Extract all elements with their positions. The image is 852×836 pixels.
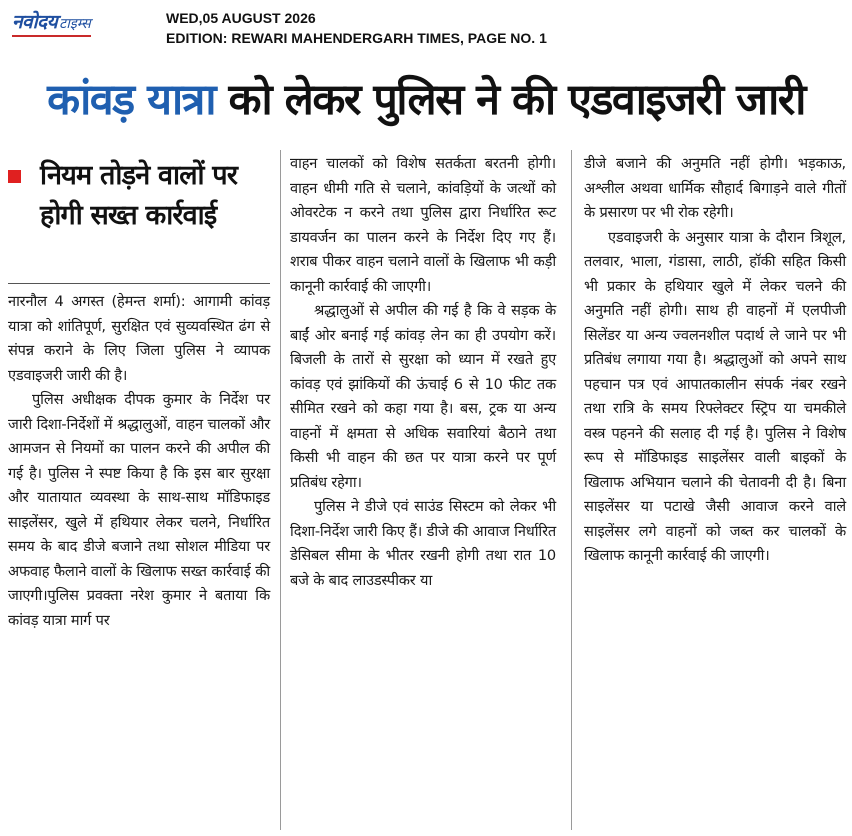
- red-square-marker: [8, 170, 21, 183]
- paragraph: वाहन चालकों को विशेष सतर्कता बरतनी होगी। वाहन धीमी गति से चलाने, कांवड़ियों के जत्थों को ओवरटेक न करने तथा पुलिस द्वारा निर्धारित रूट डायवर्जन का पालन करने के निर्देश दिए गए हैं। शराब पीकर वाहन चलाने वालों के खिलाफ भी कड़ी कानूनी कार्रवाई की जाएगी।: [290, 155, 556, 295]
- article-headline: [0, 60, 852, 140]
- edition-info: [166, 8, 547, 48]
- paragraph: श्रद्धालुओं से अपील की गई है कि वे सड़क के बाईं ओर बनाई गई कांवड़ लेन का ही उपयोग करें। बिजली के तारों से सुरक्षा को ध्यान में रखते हुए कांवड़ एवं झांकियों की ऊंचाई 6 से 10 फीट तक सीमित रखने को कहा गया है। बस, ट्रक या अन्य वाहनों में क्षमता से अधिक सवारियां बैठाने तथा किसी भी वाहन की छत पर यात्रा करने पर पूर्ण प्रतिबंध रहेगा।: [290, 302, 556, 491]
- article-column-1: [8, 290, 270, 633]
- newspaper-logo: [12, 10, 91, 34]
- article-column-3: [584, 152, 846, 569]
- edition-line: EDITION: REWARI MAHENDERGARH TIMES, PAGE NO. 1: [166, 30, 547, 46]
- paragraph: डीजे बजाने की अनुमति नहीं होगी। भड़काऊ, अश्लील अथवा धार्मिक सौहार्द बिगाड़ने वाले गीतों के प्रसारण पर भी रोक रहेगी।: [584, 155, 846, 221]
- date-line: WED,05 AUGUST 2026: [166, 10, 316, 26]
- logo-sub-text: टाइम्स: [59, 16, 91, 32]
- headline-rest: को लेकर पुलिस ने की एडवाइजरी जारी: [215, 75, 805, 125]
- subheadline: नियम तोड़ने वालों पर होगी सख्त कार्रवाई: [40, 160, 238, 231]
- article-body: [0, 150, 852, 836]
- headline-highlight: कांवड़ यात्रा: [47, 75, 216, 125]
- paragraph: पुलिस अधीक्षक दीपक कुमार के निर्देश पर जारी दिशा-निर्देशों में श्रद्धालुओं, वाहन चालकों और आमजन से नियमों का पालन करने की अपील की गई है। पुलिस ने स्पष्ट किया है कि इस बार सुरक्षा और यातायात व्यवस्था के साथ-साथ मॉडिफाइड साइलेंसर, खुले में हथियार लेकर चलने, निर्धारित समय के बाद डीजे बजाने तथा सोशल मीडिया पर अफवाह फैलाने वालों के खिलाफ सख्त कार्रवाई की जाएगी।पुलिस प्रवक्ता नरेश कुमार ने बताया कि कांवड़ यात्रा मार्ग पर: [8, 391, 270, 629]
- paragraph: पुलिस ने डीजे एवं साउंड सिस्टम को लेकर भी दिशा-निर्देश जारी किए हैं। डीजे की आवाज निर्धारित डेसिबल सीमा के भीतर रखनी होगी तथा रात 10 बजे के बाद लाउडस्पीकर या: [290, 498, 556, 589]
- masthead: [0, 0, 852, 56]
- logo-main-text: नवोदय: [12, 11, 58, 33]
- column-divider: [280, 150, 281, 830]
- article-column-2: [290, 152, 556, 593]
- column-divider: [571, 150, 572, 830]
- paragraph: एडवाइजरी के अनुसार यात्रा के दौरान त्रिशूल, तलवार, भाला, गंडासा, लाठी, हॉकी सहित किसी भी प्रकार के हथियार खुले में लेकर चलने की अनुमति नहीं होगी। साथ ही वाहनों में एलपीजी सिलेंडर या अन्य ज्वलनशील पदार्थ ले जाने पर भी प्रतिबंध लगाया गया है। श्रद्धालुओं को अपने साथ पहचान पत्र एवं आपातकालीन संपर्क नंबर रखने तथा रात्रि के समय रिफ्लेक्टर स्ट्रिप या चमकीले वस्त्र पहनने की सलाह दी गई है। पुलिस ने विशेष रूप से मॉडिफाइड साइलेंसर वाली बाइकों के खिलाफ अभियान चलाने की चेतावनी दी है। बिना साइलेंसर या पटाखे जैसी आवाज करने वाले साइलेंसर लगे वाहनों को जब्त कर चालकों के खिलाफ कानूनी कार्रवाई की जाएगी।: [584, 228, 846, 564]
- subheadline-divider: [8, 283, 270, 284]
- paragraph: नारनौल 4 अगस्त (हेमन्त शर्मा): आगामी कांवड़ यात्रा को शांतिपूर्ण, सुरक्षित एवं सुव्यवस्थित ढंग से संपन्न कराने के लिए जिला पुलिस ने व्यापक एडवाइजरी जारी की है।: [8, 293, 270, 384]
- logo-underline: [12, 35, 91, 37]
